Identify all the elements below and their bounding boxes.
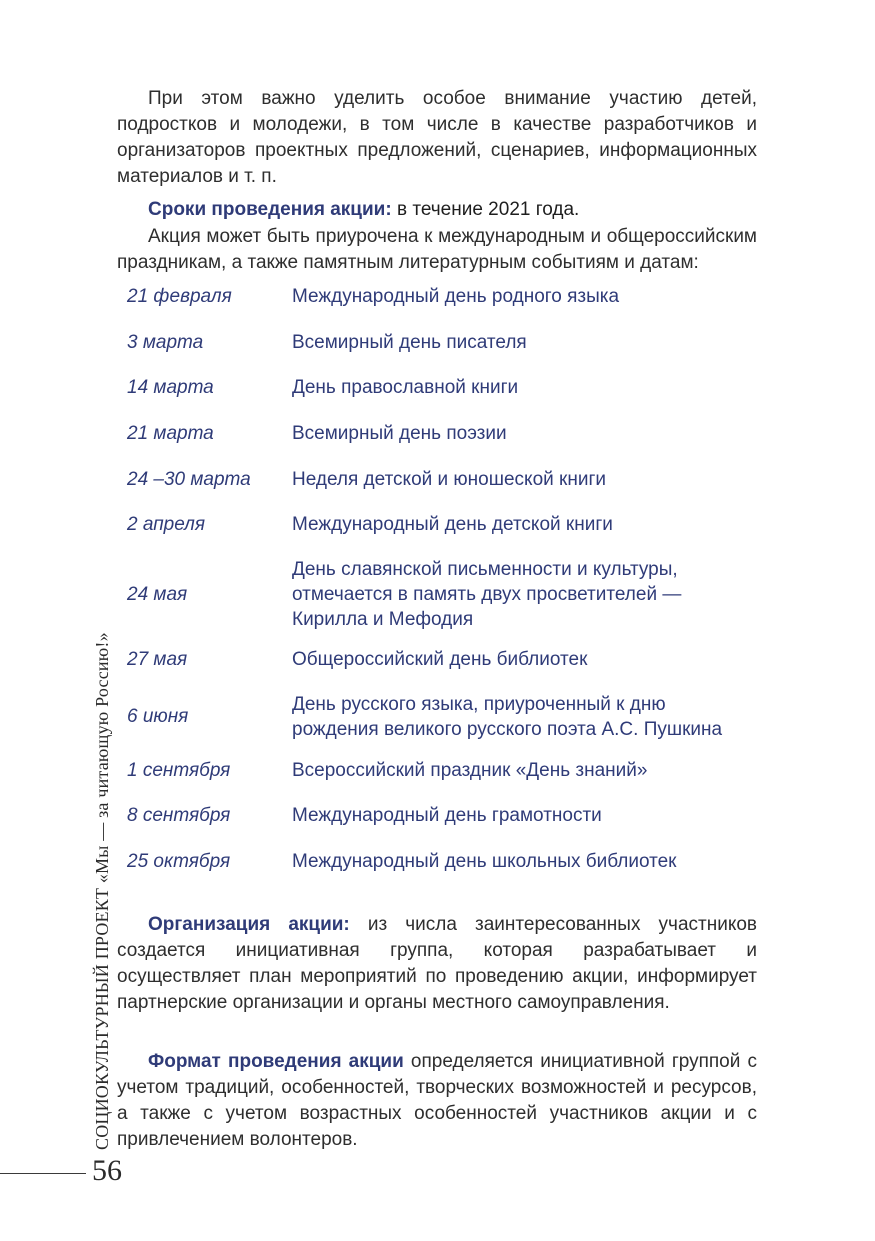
- schedule-row: [127, 692, 757, 742]
- schedule-date: 2 апреля: [127, 513, 206, 535]
- format-label: Формат проведения акции: [148, 1051, 404, 1072]
- organization-paragraph: [117, 912, 757, 1016]
- schedule-date: 6 июня: [127, 706, 189, 727]
- schedule-event: Международный день родного языка: [292, 286, 620, 307]
- organization-text: из числа заинтересованных участников создается инициативная группа, которая разрабатывает и осуществляет план мероприятий по проведению акции, информирует партнерские организации и органы местного самоуправления.: [117, 914, 757, 1013]
- schedule-event: Всероссийский праздник «День знаний»: [292, 760, 648, 781]
- schedule-event: День православной книги: [292, 377, 519, 398]
- schedule-row: [127, 421, 757, 446]
- schedule-date: 24 мая: [127, 583, 188, 605]
- intro-paragraph: При этом важно уделить особое внимание участию детей, подростков и молодежи, в том числе в качестве разработчиков и организаторов проектных предложений, сценариев, информационных материалов и т. п.: [117, 88, 757, 187]
- page-number: 56: [92, 1154, 122, 1187]
- schedule-date: 24 –30 марта: [127, 468, 251, 490]
- schedule-date: 8 сентября: [127, 804, 231, 826]
- schedule-event: День русского языка, приуроченный к дню рождения великого русского поэта А.С. Пушкина: [292, 694, 723, 740]
- schedule-date: 21 февраля: [127, 285, 232, 307]
- format-text: определяется инициативной группой с учетом традиций, особенностей, творческих возможностей и ресурсов, а также с учетом возрастных особенностей участников акции и с привлечением волонтеров.: [117, 1051, 757, 1150]
- schedule-row: [127, 467, 757, 492]
- schedule-row: [127, 803, 757, 828]
- schedule-event: Международный день детской книги: [292, 514, 613, 535]
- organization-label: Организация акции:: [148, 914, 350, 935]
- schedule-event: Всемирный день писателя: [292, 332, 527, 353]
- schedule-row: [127, 284, 757, 309]
- terms-label: Сроки проведения акции:: [148, 199, 392, 220]
- schedule-row: [127, 375, 757, 400]
- schedule-event: Неделя детской и юношеской книги: [292, 469, 607, 490]
- schedule-row: [127, 758, 757, 783]
- schedule-row: [127, 512, 757, 537]
- terms-heading: [117, 197, 757, 223]
- schedule-event: Международный день школьных библиотек: [292, 851, 677, 872]
- schedule-event: Общероссийский день библиотек: [292, 649, 588, 670]
- terms-value: в течение 2021 года.: [391, 199, 580, 220]
- schedule-event: Международный день грамотности: [292, 805, 602, 826]
- schedule-event: Всемирный день поэзии: [292, 423, 507, 444]
- schedule-date: 3 марта: [127, 331, 204, 353]
- vertical-running-title: СОЦИОКУЛЬТУРНЫЙ ПРОЕКТ «Мы — за читающую Россию!»: [92, 632, 112, 1150]
- schedule-row: [127, 330, 757, 355]
- schedule-row: [127, 647, 757, 672]
- schedule-row: [127, 849, 757, 874]
- schedule-date: 25 октября: [127, 850, 231, 872]
- schedule-date: 14 марта: [127, 376, 214, 398]
- schedule-date: 1 сентября: [127, 759, 231, 781]
- schedule-event: День славянской письменности и культуры, отмечается в память двух просветителей — Кирилла и Мефодия: [292, 559, 682, 630]
- schedule-date: 27 мая: [127, 648, 188, 670]
- schedule-date: 21 марта: [127, 422, 214, 444]
- schedule-row: [127, 557, 757, 632]
- terms-paragraph: Акция может быть приурочена к международным и общероссийским праздникам, а также памятным литературным событиям и датам:: [117, 226, 757, 273]
- format-paragraph: [117, 1049, 757, 1153]
- footer-rule: [0, 1173, 86, 1174]
